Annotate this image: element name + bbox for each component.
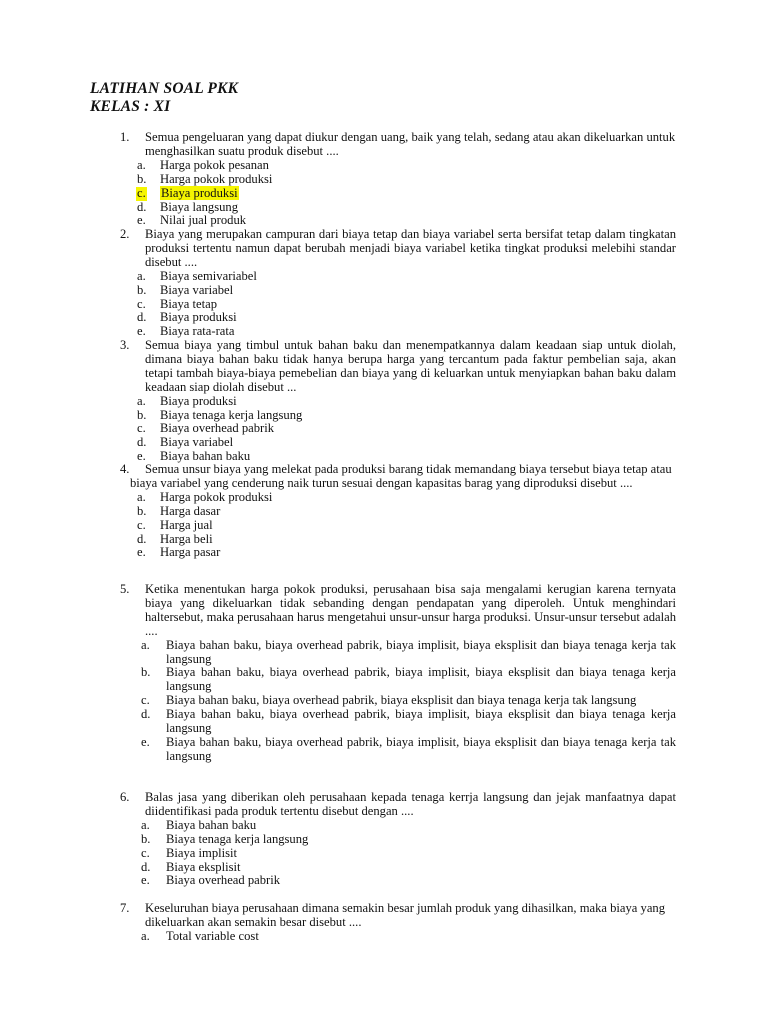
highlighted-option-text: Biaya produksi — [161, 185, 238, 200]
option-text: Biaya tenaga kerja langsung — [160, 407, 303, 422]
option-letter: e. — [137, 449, 146, 464]
question-number: 7. — [120, 901, 130, 915]
option-c[interactable] — [120, 298, 676, 312]
option-text: Biaya bahan baku — [166, 817, 257, 832]
question-text: Keseluruhan biaya perusahaan dimana semakin besar jumlah produk yang dihasilkan, maka biaya yang dikeluarkan akan semakin besar disebut .... — [145, 901, 666, 929]
option-letter: c. — [137, 517, 146, 532]
option-text: Harga beli — [160, 531, 213, 546]
question-text: Balas jasa yang diberikan oleh perusahaan kepada tenaga kerrja langsung dan jejak manfaatnya dapat diidentifikasi pada produk tertentu disebut dengan .... — [145, 790, 676, 818]
option-list — [120, 639, 676, 764]
option-d[interactable] — [120, 201, 676, 215]
option-text: Biaya produksi — [160, 310, 237, 325]
option-list — [120, 395, 676, 465]
option-a[interactable] — [120, 819, 676, 833]
option-letter: b. — [137, 282, 147, 297]
option-e[interactable] — [120, 546, 676, 560]
option-letter: b. — [137, 171, 147, 186]
option-text: Biaya eksplisit — [166, 859, 241, 874]
option-list — [120, 159, 676, 229]
option-letter: d. — [137, 199, 147, 214]
option-letter: e. — [141, 734, 150, 749]
option-text: Biaya bahan baku, biaya overhead pabrik, biaya implisit, biaya eksplisit dan biaya tenaga kerja tak langsung — [166, 637, 676, 666]
option-a[interactable] — [120, 159, 676, 173]
question-text: Semua biaya yang timbul untuk bahan baku dan menempatkannya dalam keadaan siap untuk diolah, dimana biaya bahan baku tidak hanya berupa harga yang tercantum pada faktur pembelian saja, akan tetapi tambah biaya-biaya pemebelian dan biaya yang di keluarkan untuk menyiapkan bahan baku dalam keadaan siap diolah disebut ... — [145, 338, 676, 394]
option-a[interactable] — [120, 930, 676, 944]
option-text: Biaya overhead pabrik — [166, 873, 280, 888]
question-text: Ketika menentukan harga pokok produksi, perusahaan bisa saja mengalami kerugian karena ternyata biaya yang dikeluarkan tidak sebanding dengan pendapatan yang diperoleh. Untuk menghindari haltersebut, maka perusahaan harus mengetahui unsur-unsur harga produksi. Unsur-unsur tersebut adalah .... — [145, 582, 676, 638]
option-e[interactable] — [120, 736, 676, 764]
option-letter: c. — [141, 693, 150, 708]
option-letter: b. — [141, 831, 151, 846]
option-a[interactable] — [120, 639, 676, 667]
question-number: 2. — [120, 227, 130, 241]
option-text: Biaya produksi — [160, 393, 237, 408]
document-title: LATIHAN SOAL PKK — [90, 80, 239, 97]
option-letter: e. — [137, 545, 146, 560]
option-b[interactable] — [120, 409, 676, 423]
option-d[interactable] — [120, 311, 676, 325]
question-3 — [120, 339, 676, 464]
question-text: Semua unsur biaya yang melekat pada produksi barang tidak memandang biaya tersebut biaya tetap atau biaya variabel yang cenderung naik turun sesuai dengan kapasitas barag yang diproduksi disebut .... — [130, 462, 672, 490]
option-letter: d. — [141, 707, 151, 722]
option-a[interactable] — [120, 270, 676, 284]
option-letter: e. — [141, 873, 150, 888]
option-text: Harga pasar — [160, 545, 221, 560]
option-text: Biaya rata-rata — [160, 324, 235, 339]
question-6 — [120, 791, 676, 888]
option-d[interactable] — [120, 861, 676, 875]
option-list — [120, 491, 676, 561]
option-letter: a. — [137, 489, 146, 504]
option-letter: d. — [141, 859, 151, 874]
option-text: Harga pokok pesanan — [160, 157, 269, 172]
option-c[interactable] — [120, 187, 676, 201]
option-letter: b. — [137, 503, 147, 518]
option-text: Total variable cost — [166, 928, 259, 943]
option-letter: a. — [137, 393, 146, 408]
option-list — [120, 819, 676, 889]
option-a[interactable] — [120, 491, 676, 505]
option-text: Biaya bahan baku, biaya overhead pabrik, biaya implisit, biaya eksplisit dan biaya tenaga kerja langsung — [166, 707, 676, 736]
option-letter: c. — [137, 296, 146, 311]
option-c[interactable] — [120, 847, 676, 861]
option-b[interactable] — [120, 666, 676, 694]
option-text: Biaya semivariabel — [160, 268, 257, 283]
option-text: Harga jual — [160, 517, 213, 532]
question-5 — [120, 583, 676, 764]
option-b[interactable] — [120, 833, 676, 847]
question-text: Semua pengeluaran yang dapat diukur dengan uang, baik yang telah, sedang atau akan dikeluarkan untuk menghasilkan suatu produk disebut .... — [145, 130, 676, 158]
option-text: Biaya variabel — [160, 435, 234, 450]
option-list — [120, 270, 676, 340]
question-7 — [120, 902, 676, 944]
option-text: Biaya bahan baku, biaya overhead pabrik, biaya implisit, biaya eksplisit dan biaya tenaga kerja langsung — [166, 665, 676, 694]
option-text: Nilai jual produk — [160, 213, 247, 228]
option-b[interactable] — [120, 505, 676, 519]
option-letter: d. — [137, 435, 147, 450]
option-text: Biaya tenaga kerja langsung — [166, 831, 309, 846]
option-letter: a. — [141, 928, 150, 943]
option-letter: a. — [137, 268, 146, 283]
option-text: Biaya bahan baku, biaya overhead pabrik, biaya eksplisit dan biaya tenaga kerja tak langsung — [166, 693, 637, 708]
option-b[interactable] — [120, 173, 676, 187]
option-letter: e. — [137, 213, 146, 228]
option-text: Harga pokok produksi — [160, 489, 273, 504]
option-c[interactable] — [120, 694, 676, 708]
question-1 — [120, 131, 676, 228]
option-c[interactable] — [120, 422, 676, 436]
option-letter: b. — [141, 665, 151, 680]
question-4 — [120, 463, 676, 560]
option-text: Biaya bahan baku — [160, 449, 251, 464]
option-letter: d. — [137, 310, 147, 325]
option-list — [120, 930, 676, 944]
option-text: Harga dasar — [160, 503, 221, 518]
option-text: Biaya tetap — [160, 296, 217, 311]
option-d[interactable] — [120, 533, 676, 547]
option-a[interactable] — [120, 395, 676, 409]
question-number: 6. — [120, 790, 130, 804]
option-letter: d. — [137, 531, 147, 546]
question-number: 1. — [120, 130, 130, 144]
option-text: Biaya bahan baku, biaya overhead pabrik, biaya implisit, biaya eksplisit dan biaya tenaga kerja tak langsung — [166, 734, 676, 763]
option-letter: b. — [137, 407, 147, 422]
option-text: Biaya implisit — [166, 845, 238, 860]
option-text: Biaya langsung — [160, 199, 238, 214]
option-letter: c. — [141, 845, 150, 860]
question-text: Biaya yang merupakan campuran dari biaya tetap dan biaya variabel serta bersifat tetap dalam tingkatan produksi tertentu namun dapat berubah menjadi biaya variabel ketika tingkat produksi melebihi standar disebut .... — [145, 227, 676, 269]
option-d[interactable] — [120, 436, 676, 450]
option-letter: e. — [137, 324, 146, 339]
option-b[interactable] — [120, 284, 676, 298]
option-e[interactable] — [120, 874, 676, 888]
option-letter: a. — [141, 637, 150, 652]
option-letter: a. — [141, 817, 150, 832]
option-letter: c. — [137, 421, 146, 436]
option-c[interactable] — [120, 519, 676, 533]
question-number: 3. — [120, 338, 130, 352]
class-label: KELAS : XI — [90, 98, 171, 115]
question-number: 5. — [120, 582, 130, 596]
option-text: Biaya variabel — [160, 282, 234, 297]
option-letter: a. — [137, 157, 146, 172]
option-d[interactable] — [120, 708, 676, 736]
question-number: 4. — [120, 462, 130, 476]
question-2 — [120, 228, 676, 339]
option-text: Biaya overhead pabrik — [160, 421, 274, 436]
option-letter: c. — [137, 185, 146, 200]
option-text: Harga pokok produksi — [160, 171, 273, 186]
